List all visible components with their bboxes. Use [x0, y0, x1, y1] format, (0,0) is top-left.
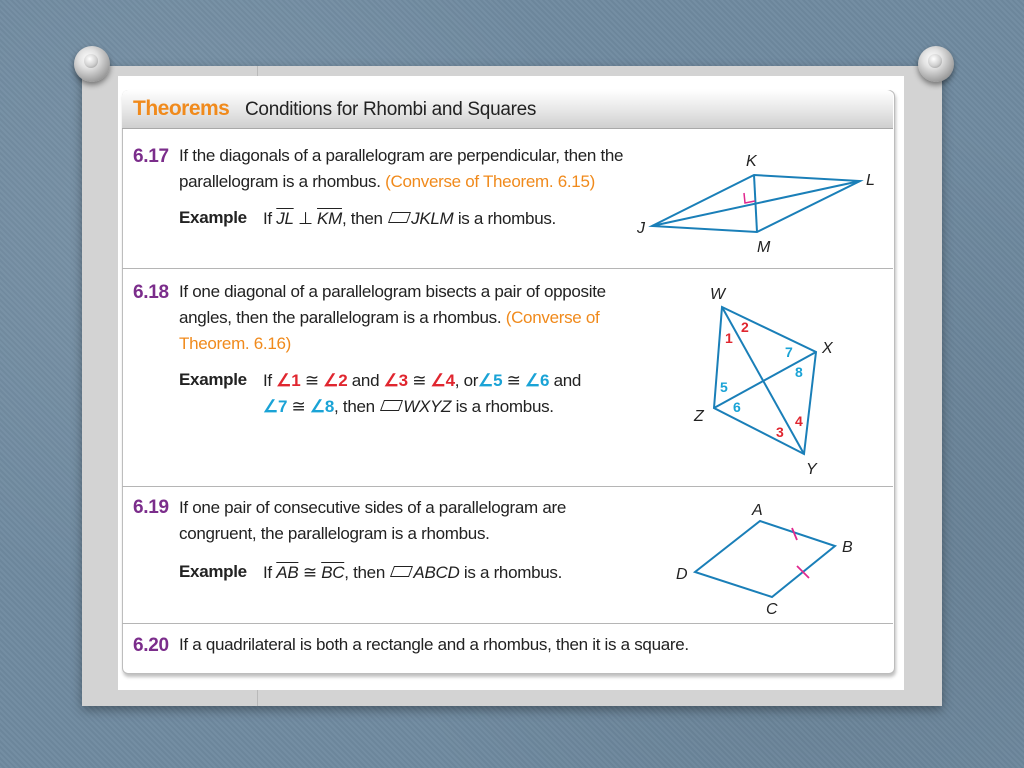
example-word: If [263, 371, 272, 390]
theorem-statement: If a quadrilateral is both a rectangle and a rhombus, then it is a square. [179, 635, 689, 654]
theorem-number: 6.17 [133, 146, 169, 167]
vertex-a-label: A [752, 502, 763, 519]
statement-line: If one pair of consecutive sides of a parallelogram are [179, 498, 567, 517]
section-divider [122, 623, 893, 624]
example-word: is a rhombus. [463, 563, 563, 582]
converse-note: (Converse of Theorem. 6.15) [385, 172, 595, 191]
example-word: , then [344, 563, 385, 582]
angle-2: 2 [338, 371, 348, 390]
angle-label-2: 2 [741, 319, 749, 335]
example-word: and [351, 371, 380, 390]
example-word: , then [334, 397, 375, 416]
vertex-b-label: B [842, 539, 853, 556]
statement-line: congruent, the parallelogram is a rhombus. [179, 524, 490, 543]
example-word: is a rhombus. [455, 397, 554, 416]
example-label: Example [179, 208, 247, 227]
angle-symbol: ∠ [383, 371, 399, 390]
rhombus-outline [695, 521, 835, 597]
statement-text: parallelogram is a rhombus. [179, 172, 381, 191]
angle-1: 1 [291, 371, 301, 390]
theorem-number: 6.18 [133, 282, 169, 303]
segment-jl: $\overline{JL}$ [276, 209, 294, 228]
angle-label-6: 6 [733, 399, 741, 415]
example-word: , then [341, 209, 383, 228]
angle-label-7: 7 [785, 344, 793, 360]
statement-line: If the diagonals of a parallelogram are perpendicular, then the [179, 146, 624, 165]
angle-symbol: ∠ [276, 371, 292, 390]
angle-symbol: ∠ [309, 397, 325, 416]
header-subtitle: Conditions for Rhombi and Squares [245, 99, 537, 120]
angle-label-5: 5 [720, 379, 728, 395]
vertex-m-label: M [757, 239, 771, 256]
header-title: Theorems [133, 97, 230, 120]
example-word: , or [454, 371, 479, 390]
shape-name: ABCD [413, 563, 460, 582]
angle-label-8: 8 [795, 364, 803, 380]
example-word: and [553, 371, 582, 390]
vertex-y-label: Y [806, 461, 817, 478]
angle-6: 6 [540, 371, 550, 390]
vertex-d-label: D [676, 566, 688, 583]
angle-7: 7 [277, 397, 288, 416]
example-label: Example [179, 370, 247, 389]
angle-label-3: 3 [776, 424, 784, 440]
angle-label-1: 1 [725, 330, 733, 346]
angle-4: 4 [445, 371, 455, 390]
congruent-symbol: ≅ [506, 371, 521, 390]
perpendicular-symbol: ⊥ [298, 209, 313, 228]
angle-symbol: ∠ [478, 371, 494, 390]
example-word: is a rhombus. [457, 209, 556, 228]
angle-symbol: ∠ [323, 371, 339, 390]
angle-symbol: ∠ [263, 397, 278, 416]
vertex-x-label: X [822, 340, 833, 357]
vertex-j-label: J [637, 220, 645, 237]
shape-name: JKLM [411, 209, 454, 228]
congruent-symbol: ≅ [412, 371, 427, 390]
theorem-number: 6.20 [133, 635, 169, 656]
segment-ab: $\overline{AB}$ [276, 563, 299, 582]
example-label: Example [179, 562, 247, 581]
statement-line: If one diagonal of a parallelogram bisects a pair of opposite [179, 282, 606, 301]
vertex-k-label: K [746, 153, 757, 170]
angle-8: 8 [324, 397, 335, 416]
segment-bc: $\overline{BC}$ [321, 563, 345, 582]
converse-note: Theorem. 6.16) [179, 334, 292, 353]
angle-3: 3 [398, 371, 408, 390]
example-word: If [263, 209, 272, 228]
angle-symbol: ∠ [430, 371, 446, 390]
angle-5: 5 [493, 371, 503, 390]
congruent-symbol: ≅ [302, 563, 317, 582]
angle-symbol: ∠ [525, 371, 540, 390]
congruent-symbol: ≅ [304, 371, 319, 390]
vertex-w-label: W [710, 286, 726, 303]
vertex-z-label: Z [694, 408, 704, 425]
segment-km: $\overline{KM}$ [317, 209, 342, 228]
vertex-l-label: L [866, 172, 875, 189]
shape-name: WXYZ [403, 397, 452, 416]
example-word: If [263, 563, 272, 582]
statement-text: angles, then the parallelogram is a rhombus. [179, 308, 502, 327]
theorem-number: 6.19 [133, 497, 169, 518]
angle-label-4: 4 [795, 413, 803, 429]
converse-note: (Converse of [505, 308, 600, 327]
vertex-c-label: C [766, 601, 778, 618]
congruent-symbol: ≅ [291, 397, 306, 416]
